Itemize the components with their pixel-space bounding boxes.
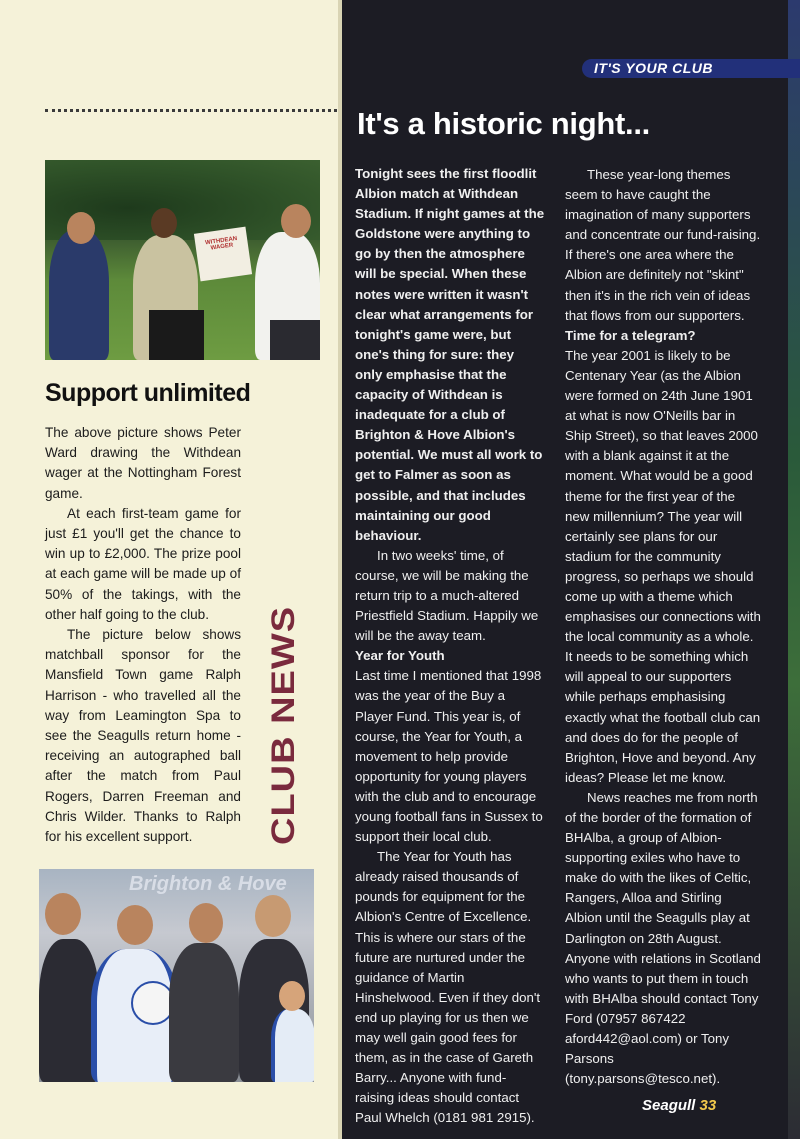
left-paragraph: The above picture shows Peter Ward drawing the Withdean wager at the Nottingham Forest game. bbox=[45, 425, 241, 501]
page-footer bbox=[642, 1097, 716, 1114]
dotted-divider bbox=[45, 109, 337, 112]
article-paragraph: Last time I mentioned that 1998 was the year of the Buy a Player Fund. This year is, of course, the Year for Youth, a movement to help provide opportunity for young players with the club and to encourage young football fans in Sussex to support their local club. bbox=[355, 668, 543, 845]
article-column-2 bbox=[565, 165, 761, 1089]
page-edge-strip bbox=[788, 0, 800, 1139]
article-paragraph: News reaches me from north of the border of the formation of BHAlba, a group of Albion-supporting exiles who have to make do with the likes of Celtic, Rangers, Alloa and Stirling Albion until the Seagulls play at Darlington on 28th August. Anyone with relations in Scotland who wants to put them in touch with BHAlba should contact Tony Ford (07957 867422 aford442@aol.com) or Tony Parsons (tony.parsons@tesco.net). bbox=[565, 789, 761, 1087]
left-page bbox=[0, 0, 342, 1139]
banner-label: IT'S YOUR CLUB bbox=[594, 60, 713, 76]
support-unlimited-body bbox=[45, 423, 241, 847]
article-title: It's a historic night... bbox=[357, 106, 650, 141]
article-paragraph: The Year for Youth has already raised thousands of pounds for equipment for the Albion's Centre of Excellence. This is where our stars of the future are nurtured under the guidance of Martin Hinshelwood. Even if they don't end up playing for us then we may well gain good fees for them, as in the case of Gareth Barry... Anyone with fund-raising ideas should contact Paul Whelch (0181 981 2915). bbox=[355, 849, 541, 1126]
article-paragraph: These year-long themes seem to have caught the imagination of many supporters and concentrate our fund-raising. If there's one area where the Albion are definitely not "skint" then it's in the rich vein of ideas that flows from our supporters. bbox=[565, 167, 761, 323]
club-news-vertical-title: CLUB NEWS bbox=[266, 605, 302, 845]
photo-withdean-wager bbox=[45, 160, 320, 360]
left-paragraph: The picture below shows matchball sponsor for the Mansfield Town game Ralph Harrison - who travelled all the way from Leamington Spa to see the Seagulls return home - receiving an autographed ball after the match from Paul Rogers, Darren Freeman and Chris Wilder. Thanks to Ralph for his excellent support. bbox=[45, 627, 241, 845]
left-paragraph: At each first-team game for just £1 you'll get the chance to win up to £2,000. The prize pool at each game will be made up of 50% of the takings, with the other half going to the club. bbox=[45, 505, 241, 622]
support-unlimited-headline: Support unlimited bbox=[45, 379, 251, 407]
article-lead: Tonight sees the first floodlit Albion match at Withdean Stadium. If night games at the Goldstone were anything to go by then the atmosphere will be special. When these notes were written it wasn't clear what arrangements for tonight's game were, but one's thing for sure: they only emphasise that the capacity of Withdean is inadequate for a club of Brighton & Hove Albion's potential. We must all work to get to Falmer as soon as possible, and that includes maintaining our good behaviour. bbox=[355, 166, 545, 543]
photo-matchball-sponsor bbox=[39, 869, 314, 1082]
magazine-name: Seagull bbox=[642, 1097, 696, 1114]
subheading-year-for-youth: Year for Youth bbox=[355, 648, 445, 664]
article-paragraph: In two weeks' time, of course, we will be making the return trip to a much-altered Priestfield Stadium. Happily we will be the away team. bbox=[355, 547, 539, 644]
page-number: 33 bbox=[699, 1097, 717, 1114]
article-column-1 bbox=[355, 164, 545, 1129]
subheading-time-for-a-telegram: Time for a telegram? bbox=[565, 327, 696, 343]
article-paragraph: The year 2001 is likely to be Centenary Year (as the Albion were formed on 24th June 1901 at what is now O'Neills bar in Ship Street), so that leaves 2000 with a blank against it at the moment. What would be a good theme for the first year of the new millennium? The year will certainly see plans for our stadium for the community progress, so perhaps we should come up with a theme which emphasises our connections with the local community as a whole. It needs to be something which will appeal to our supporters while perhaps emphasising exactly what the football club can and does do for the people of Brighton, Hove and beyond. Any ideas? Please let me know. bbox=[565, 347, 761, 785]
stadium-sign: Brighton & Hove bbox=[129, 873, 287, 895]
wager-sign: WITHDEAN WAGER bbox=[194, 227, 252, 282]
